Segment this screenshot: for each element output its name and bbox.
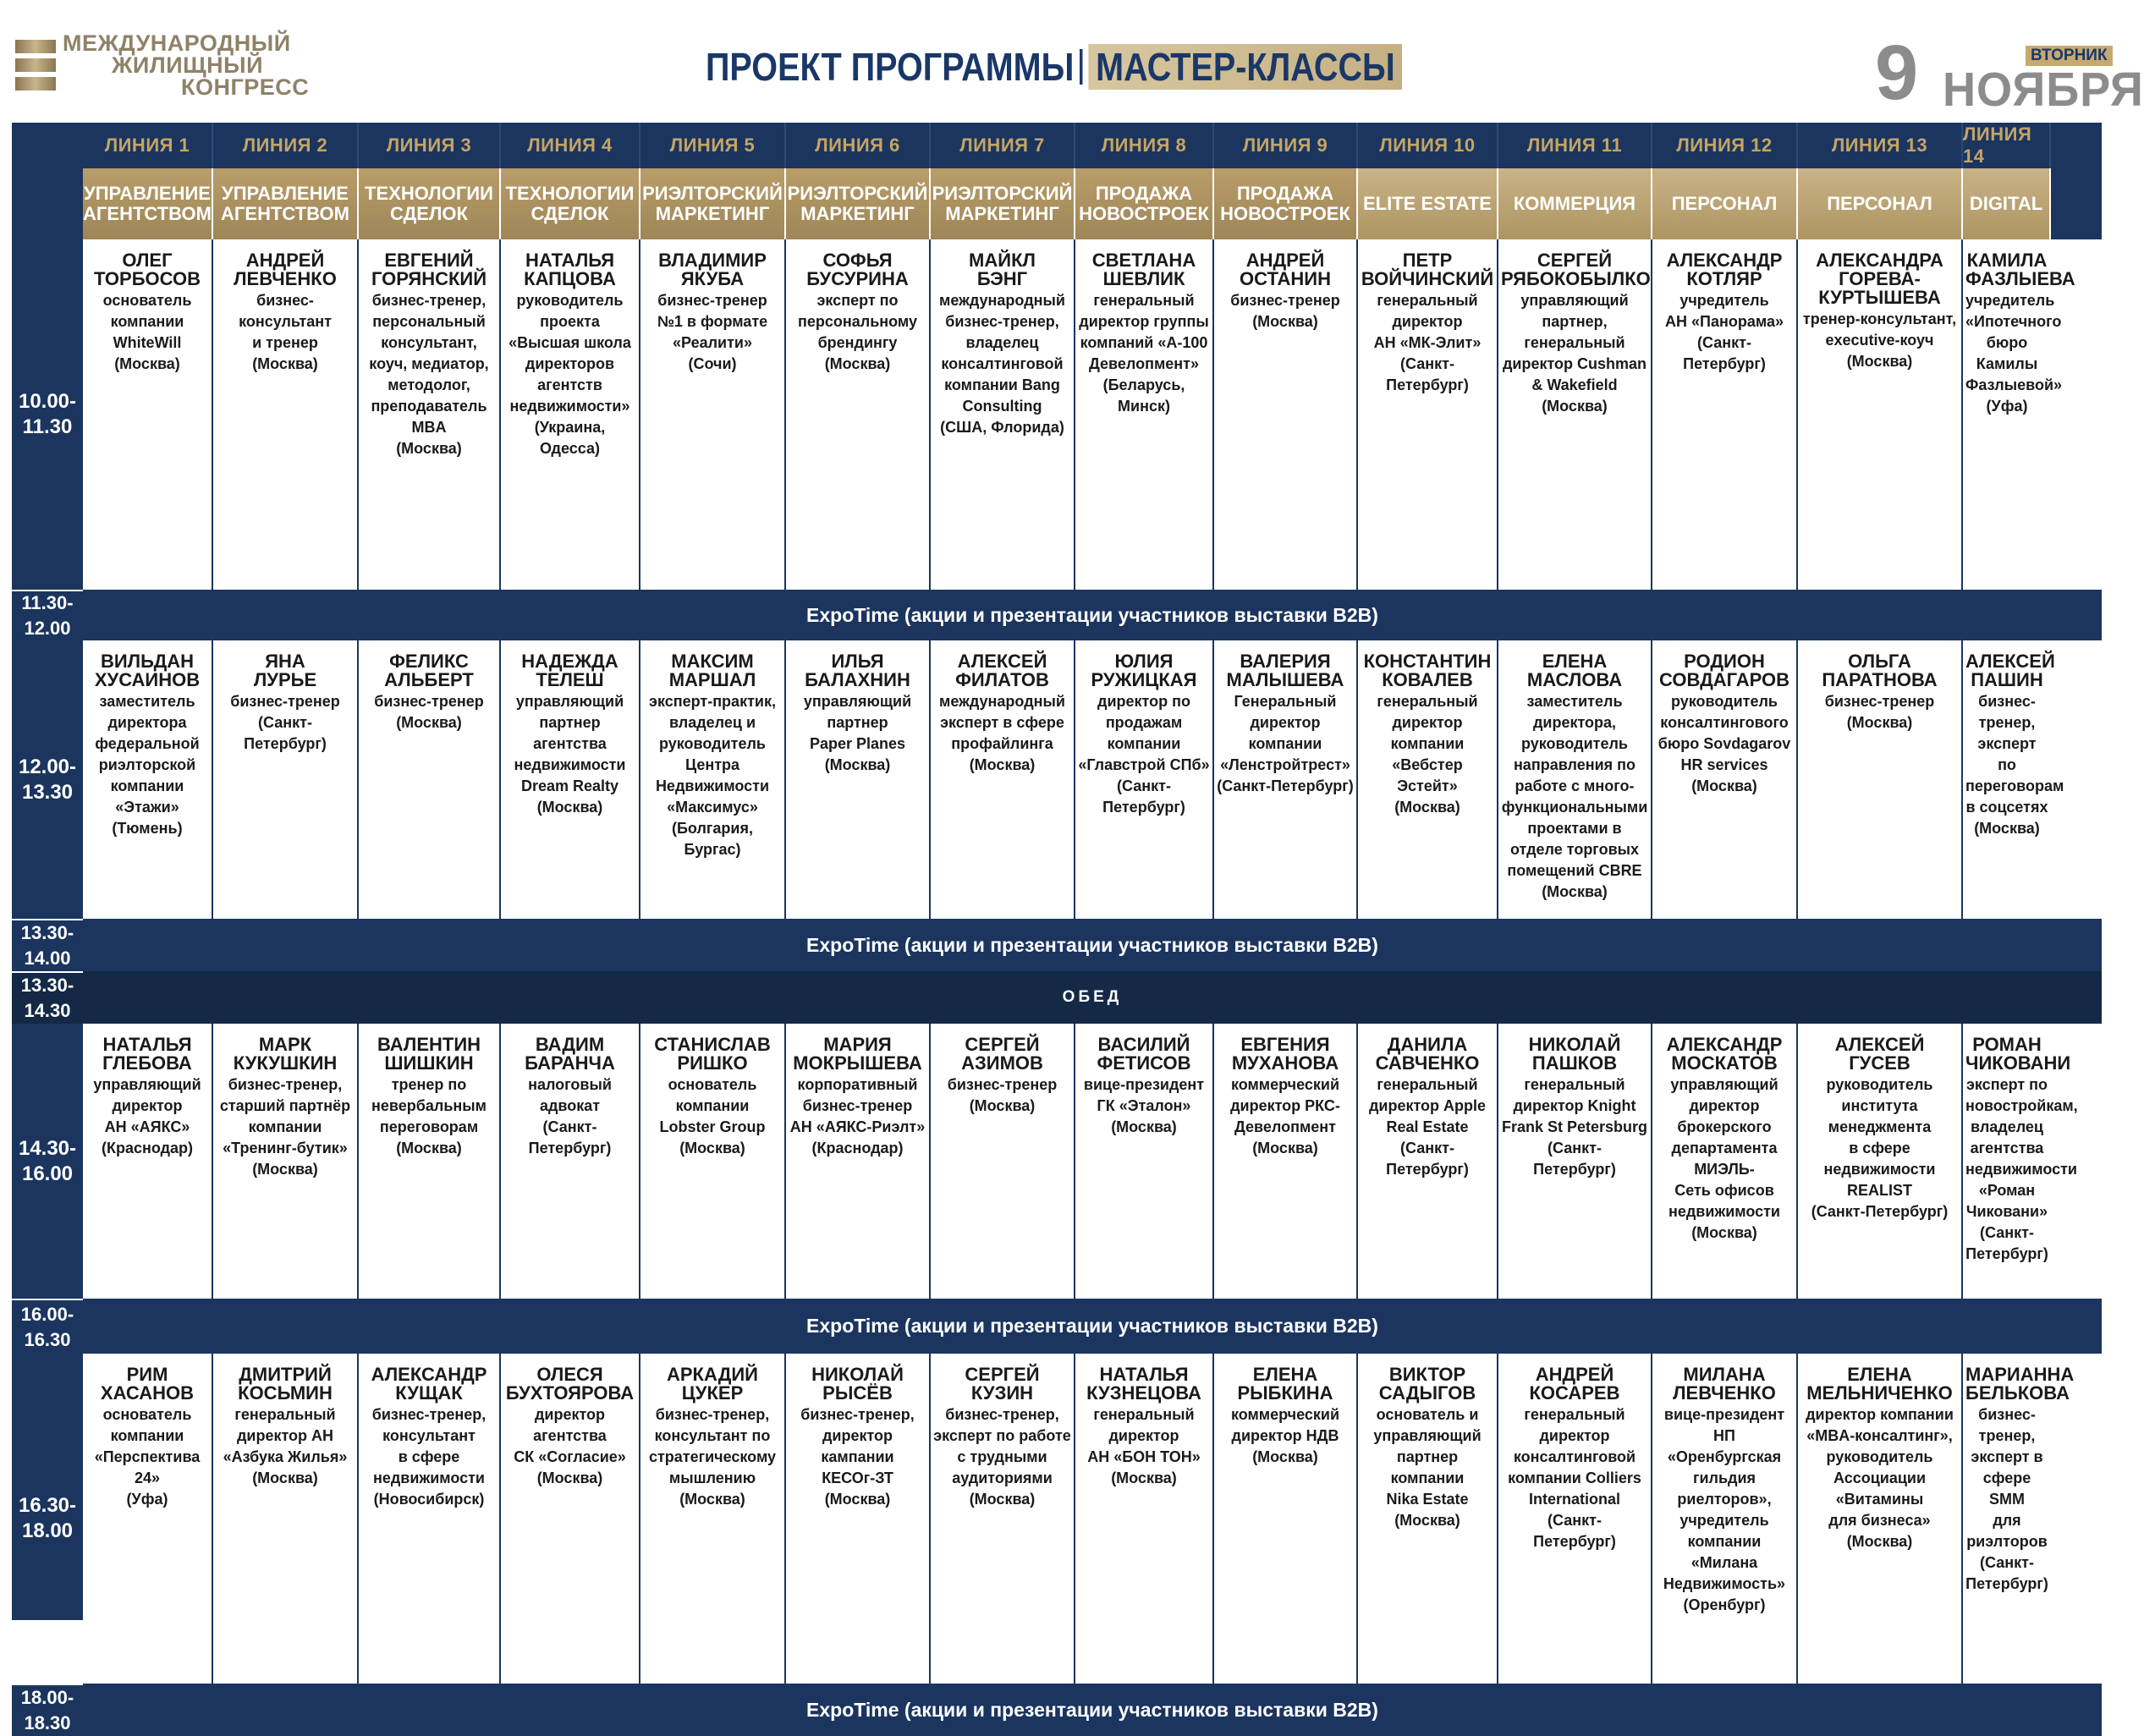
topic-header-9: ПРОДАЖА НОВОСТРОЕК xyxy=(1214,168,1358,239)
logo-emblem xyxy=(15,40,56,91)
speaker-cell xyxy=(213,1354,359,1684)
speaker-cell xyxy=(1214,1354,1358,1684)
speaker-name: СЕРГЕЙ КУЗИН xyxy=(965,1364,1040,1404)
speaker-cell xyxy=(1652,640,1798,919)
speaker-cell xyxy=(1075,1354,1214,1684)
session-time: 12.00- 13.30 xyxy=(18,755,77,804)
speaker-description: основатель и управляющий партнер компании Nika Estate (Москва) xyxy=(1373,1406,1482,1529)
speaker-cell xyxy=(640,640,786,919)
line-header-14: ЛИНИЯ 14 xyxy=(1963,123,2051,168)
speaker-cell xyxy=(213,640,359,919)
line-header-1: ЛИНИЯ 1 xyxy=(83,123,213,168)
speaker-cell xyxy=(931,239,1075,590)
speaker-description: руководитель проекта «Высшая школа директоров агентств недвижимости» (Украина, Одесса) xyxy=(509,292,631,457)
speaker-cell xyxy=(83,239,213,590)
band-time: 13.30- 14.00 xyxy=(12,919,83,971)
band-time: 18.00- 18.30 xyxy=(12,1684,83,1736)
speaker-cell xyxy=(1798,1024,1963,1299)
speaker-name: ОЛЕГ ТОРБОСОВ xyxy=(94,250,201,289)
speaker-name: ФЕЛИКС АЛЬБЕРТ xyxy=(384,651,474,690)
logo-line-3: КОНГРЕСС xyxy=(181,74,310,100)
expotime-band-1 xyxy=(12,590,2102,640)
title-separator xyxy=(1080,49,1082,85)
speaker-cell xyxy=(1358,640,1498,919)
topic-header-3: ТЕХНОЛОГИИ СДЕЛОК xyxy=(359,168,501,239)
speaker-description: бизнес-тренер, консультант по стратегическому мышлению (Москва) xyxy=(648,1406,777,1508)
session-row-3 xyxy=(12,1024,2102,1299)
speaker-description: бизнес-тренер, директор кампании КЕСОг-ЗТ (Москва) xyxy=(800,1406,915,1508)
speaker-cell xyxy=(1963,1024,2078,1299)
speaker-description: бизнес-тренер, старший партнёр компании «Тренинг-бутик» (Москва) xyxy=(219,1076,351,1178)
speaker-description: эксперт по персональному брендингу (Москва) xyxy=(798,292,917,372)
title-highlight: МАСТЕР-КЛАССЫ xyxy=(1089,44,1403,90)
band-label: ОБЕД xyxy=(1062,988,1123,1006)
lunch-band xyxy=(12,971,2102,1024)
speaker-description: генеральный директор группы компаний «А-100 Девелопмент» (Беларусь, Минск) xyxy=(1079,292,1209,415)
speaker-name: НАДЕЖДА ТЕЛЕШ xyxy=(521,651,618,690)
line-header-10: ЛИНИЯ 10 xyxy=(1358,123,1498,168)
page-header xyxy=(0,0,2144,118)
expotime-band-2 xyxy=(12,919,2102,971)
speaker-cell xyxy=(359,1354,501,1684)
speaker-description: бизнес-тренер (Санкт- Петербург) xyxy=(230,693,340,752)
topic-header-7: РИЭЛТОРСКИЙ МАРКЕТИНГ xyxy=(931,168,1075,239)
speaker-description: бизнес-тренер, консультант в сфере недвижимости (Новосибирск) xyxy=(371,1406,487,1508)
topic-header-10: ELITE ESTATE xyxy=(1358,168,1498,239)
speaker-name: АНДРЕЙ ЛЕВЧЕНКО xyxy=(234,250,337,289)
speaker-name: ЕЛЕНА МЕЛЬНИЧЕНКО xyxy=(1806,1364,1953,1404)
speaker-description: директор компании «MBA-консалтинг», руководитель Ассоциации «Витамины для бизнеса» (Москва) xyxy=(1806,1406,1954,1550)
line-header-6: ЛИНИЯ 6 xyxy=(786,123,931,168)
band-label: ExpoTime (акции и презентации участников выставки B2B) xyxy=(806,1315,1378,1337)
speaker-name: ЯНА ЛУРЬЕ xyxy=(253,651,317,690)
speaker-description: международный эксперт в сфере профайлинга (Москва) xyxy=(939,693,1065,773)
speaker-cell xyxy=(1358,1354,1498,1684)
speaker-cell xyxy=(1075,239,1214,590)
line-header-row xyxy=(83,123,2102,168)
speaker-name: АЛЕКСЕЙ ГУСЕВ xyxy=(1834,1034,1925,1074)
topic-header-row xyxy=(83,168,2102,239)
speaker-name: ВАСИЛИЙ ФЕТИСОВ xyxy=(1097,1034,1191,1074)
session-row-2 xyxy=(12,640,2102,919)
speaker-name: ДМИТРИЙ КОСЬМИН xyxy=(238,1364,333,1404)
speaker-cell xyxy=(1498,239,1652,590)
speaker-name: ЕВГЕНИЯ МУХАНОВА xyxy=(1231,1034,1339,1074)
speaker-name: РОМАН ЧИКОВАНИ xyxy=(1965,1034,2071,1074)
speaker-cell xyxy=(1652,1024,1798,1299)
speaker-name: МАРИАННА БЕЛЬКОВА xyxy=(1965,1364,2075,1404)
speaker-name: НАТАЛЬЯ КАПЦОВА xyxy=(524,250,616,289)
speaker-name: МАРИЯ МОКРЫШЕВА xyxy=(793,1034,922,1074)
speaker-description: вице-президент НП «Оренбургская гильдия риелторов», учредитель компании «Милана Недвижимость» (Оренбург) xyxy=(1663,1406,1786,1613)
speaker-cell xyxy=(1075,1024,1214,1299)
speaker-description: основатель компании WhiteWill (Москва) xyxy=(102,292,192,372)
session-cells xyxy=(83,640,2102,919)
speaker-description: бизнес-тренер, эксперт в сфере SMM для риэлторов (Санкт- Петербург) xyxy=(1965,1406,2048,1592)
speaker-cell xyxy=(786,1024,931,1299)
speaker-description: эксперт по новостройкам, владелец агентства недвижимости «Роман Чиковани» (Санкт- Петербург) xyxy=(1965,1076,2078,1262)
topic-header-5: РИЭЛТОРСКИЙ МАРКЕТИНГ xyxy=(640,168,786,239)
speaker-cell xyxy=(359,1024,501,1299)
speaker-description: бизнес-тренер, эксперт по переговорам в соцсетях (Москва) xyxy=(1965,693,2064,837)
session-row-4 xyxy=(12,1354,2102,1684)
speaker-description: основатель компании «Перспектива 24» (Уфа) xyxy=(94,1406,201,1508)
topic-header-13: ПЕРСОНАЛ xyxy=(1798,168,1963,239)
speaker-description: международный бизнес-тренер, владелец консалтинговой компании Bang Consulting (США, Флорида) xyxy=(939,292,1065,436)
speaker-cell xyxy=(213,239,359,590)
line-header-3: ЛИНИЯ 3 xyxy=(359,123,501,168)
speaker-cell xyxy=(1358,239,1498,590)
line-header-2: ЛИНИЯ 2 xyxy=(213,123,359,168)
speaker-cell xyxy=(1498,640,1652,919)
band-label: ExpoTime (акции и презентации участников выставки B2B) xyxy=(806,603,1378,626)
date-weekday: ВТОРНИК xyxy=(2026,46,2113,66)
speaker-description: учредитель «Ипотечного бюро Камилы Фазлыевой» (Уфа) xyxy=(1965,292,2063,415)
speaker-cell xyxy=(931,1024,1075,1299)
topic-header-6: РИЭЛТОРСКИЙ МАРКЕТИНГ xyxy=(786,168,931,239)
speaker-description: генеральный директор АН «Азбука Жилья» (Москва) xyxy=(223,1406,348,1486)
speaker-description: управляющий директор АН «АЯКС» (Краснодар) xyxy=(93,1076,201,1156)
speaker-cell xyxy=(83,640,213,919)
speaker-name: ВАДИМ БАРАНЧА xyxy=(525,1034,615,1074)
line-header-11: ЛИНИЯ 11 xyxy=(1498,123,1652,168)
band-time: 11.30- 12.00 xyxy=(12,590,83,640)
speaker-name: КОНСТАНТИН КОВАЛЕВ xyxy=(1363,651,1492,690)
speaker-description: управляющий партнер Paper Planes (Москва) xyxy=(803,693,912,773)
expotime-band-4 xyxy=(12,1684,2102,1736)
speaker-cell xyxy=(501,239,640,590)
topic-header-12: ПЕРСОНАЛ xyxy=(1652,168,1798,239)
congress-logo xyxy=(15,32,309,98)
session-cells xyxy=(83,1354,2102,1684)
speaker-description: бизнес-тренер (Москва) xyxy=(374,693,484,731)
speaker-description: заместитель директора, руководитель направления по работе с много- функциональными проектами в отделе торговых помещений CBRE (Москва) xyxy=(1501,693,1648,900)
speaker-description: директор агентства СК «Согласие» (Москва) xyxy=(514,1406,626,1486)
speaker-description: бизнес-тренер (Москва) xyxy=(1230,292,1340,330)
speaker-description: Генеральный директор компании «Ленстройтрест» (Санкт-Петербург) xyxy=(1217,693,1354,794)
speaker-name: МАКСИМ МАРШАЛ xyxy=(668,651,756,690)
speaker-name: НАТАЛЬЯ ГЛЕБОВА xyxy=(102,1034,192,1074)
speaker-name: РИМ ХАСАНОВ xyxy=(100,1364,195,1404)
speaker-name: ВЛАДИМИР ЯКУБА xyxy=(658,250,767,289)
speaker-name: ПЕТР ВОЙЧИНСКИЙ xyxy=(1361,250,1494,289)
speaker-name: СВЕТЛАНА ШЕВЛИК xyxy=(1091,250,1196,289)
speaker-name: АЛЕКСЕЙ ФИЛАТОВ xyxy=(955,651,1049,690)
speaker-cell xyxy=(1963,239,2075,590)
speaker-description: бизнес-тренер, эксперт по работе с трудными аудиториями (Москва) xyxy=(933,1406,1071,1508)
speaker-description: бизнес-тренер №1 в формате «Реалити» (Сочи) xyxy=(657,292,768,372)
speaker-description: налоговый адвокат (Санкт- Петербург) xyxy=(528,1076,612,1156)
session-time: 14.30- 16.00 xyxy=(18,1136,77,1185)
speaker-cell xyxy=(1798,1354,1963,1684)
speaker-cell xyxy=(640,1024,786,1299)
speaker-name: ВАЛЕНТИН ШИШКИН xyxy=(377,1034,481,1074)
speaker-cell xyxy=(1214,640,1358,919)
line-header-13: ЛИНИЯ 13 xyxy=(1798,123,1963,168)
speaker-cell xyxy=(501,1354,640,1684)
speaker-description: тренер по невербальным переговорам (Москва) xyxy=(371,1076,487,1156)
band-label: ExpoTime (акции и презентации участников выставки B2B) xyxy=(806,1698,1378,1721)
session-cells xyxy=(83,1024,2102,1299)
speaker-description: бизнес-тренер, персональный консультант, коуч, медиатор, методолог, преподаватель MBA (Москва) xyxy=(369,292,489,457)
speaker-cell xyxy=(1075,640,1214,919)
line-header-5: ЛИНИЯ 5 xyxy=(640,123,786,168)
speaker-description: генеральный директор АН «МК-Элит» (Санкт- Петербург) xyxy=(1373,292,1482,393)
speaker-cell xyxy=(1358,1024,1498,1299)
speaker-description: руководитель института менеджмента в сфере недвижимости REALIST (Санкт-Петербург) xyxy=(1811,1076,1949,1220)
speaker-cell xyxy=(1798,640,1963,919)
speaker-cell xyxy=(1798,239,1963,590)
speaker-description: коммерческий директор НДВ (Москва) xyxy=(1230,1406,1340,1465)
speaker-name: ВИЛЬДАН ХУСАИНОВ xyxy=(94,651,201,690)
speaker-name: НИКОЛАЙ РЫСЁВ xyxy=(811,1364,904,1404)
speaker-description: коммерческий директор РКС- Девелопмент (Москва) xyxy=(1230,1076,1340,1156)
speaker-name: ИЛЬЯ БАЛАХНИН xyxy=(805,651,910,690)
speaker-name: СЕРГЕЙ РЯБОКОБЫЛКО xyxy=(1501,250,1651,289)
speaker-name: ВИКТОР САДЫГОВ xyxy=(1378,1364,1476,1404)
topic-header-4: ТЕХНОЛОГИИ СДЕЛОК xyxy=(501,168,640,239)
session-time: 10.00- 11.30 xyxy=(18,390,77,438)
speaker-name: ОЛЕСЯ БУХТОЯРОВА xyxy=(505,1364,635,1404)
speaker-cell xyxy=(359,640,501,919)
speaker-name: РОДИОН СОВДАГАРОВ xyxy=(1659,651,1789,690)
speaker-description: генеральный директор компании «Вебстер Эстейт» (Москва) xyxy=(1377,693,1478,816)
speaker-description: генеральный директор Knight Frank St Petersburg (Санкт- Петербург) xyxy=(1501,1076,1648,1178)
session-row-1 xyxy=(12,239,2102,590)
speaker-description: управляющий директор брокерского департамента МИЭЛЬ- Сеть офисов недвижимости (Москва) xyxy=(1668,1076,1780,1241)
speaker-description: тренер-консультант, executive-коуч (Москва) xyxy=(1802,310,1957,370)
speaker-cell xyxy=(786,640,931,919)
topic-header-11: КОММЕРЦИЯ xyxy=(1498,168,1652,239)
speaker-name: ДАНИЛА САВЧЕНКО xyxy=(1375,1034,1480,1074)
session-time: 16.30- 18.00 xyxy=(18,1494,77,1542)
speaker-name: ЕЛЕНА РЫБКИНА xyxy=(1237,1364,1333,1404)
speaker-name: АЛЕКСАНДР КОТЛЯР xyxy=(1666,250,1783,289)
topic-header-2: УПРАВЛЕНИЕ АГЕНТСТВОМ xyxy=(213,168,359,239)
speaker-description: корпоративный бизнес-тренер АН «АЯКС-Риэлт» (Краснодар) xyxy=(789,1076,926,1156)
speaker-cell xyxy=(640,1354,786,1684)
speaker-cell xyxy=(640,239,786,590)
speaker-name: НИКОЛАЙ ПАШКОВ xyxy=(1528,1034,1621,1074)
speaker-name: СОФЬЯ БУСУРИНА xyxy=(806,250,909,289)
speaker-name: АНДРЕЙ КОСАРЕВ xyxy=(1529,1364,1620,1404)
speaker-description: бизнес- консультант и тренер (Москва) xyxy=(239,292,332,372)
speaker-name: ВАЛЕРИЯ МАЛЫШЕВА xyxy=(1226,651,1344,690)
speaker-cell xyxy=(501,1024,640,1299)
speaker-name: ЕВГЕНИЙ ГОРЯНСКИЙ xyxy=(371,250,487,289)
logo-text xyxy=(63,32,309,98)
speaker-name: МАРК КУКУШКИН xyxy=(233,1034,338,1074)
speaker-name: АНДРЕЙ ОСТАНИН xyxy=(1240,250,1331,289)
speaker-cell xyxy=(213,1024,359,1299)
speaker-description: директор по продажам компании «Главстрой СПб» (Санкт- Петербург) xyxy=(1078,693,1210,816)
date-day: 9 xyxy=(1875,30,1919,116)
speaker-cell xyxy=(1214,1024,1358,1299)
band-time: 13.30- 14.30 xyxy=(12,971,83,1024)
speaker-cell xyxy=(931,640,1075,919)
speaker-description: генеральный директор консалтинговой компании Colliers International (Санкт- Петербург) xyxy=(1508,1406,1641,1550)
speaker-description: эксперт-практик, владелец и руководитель Центра Недвижимости «Максимус» (Болгария, Бургас) xyxy=(649,693,776,858)
speaker-cell xyxy=(786,1354,931,1684)
speaker-cell xyxy=(1498,1024,1652,1299)
speaker-description: бизнес-тренер (Москва) xyxy=(1824,693,1935,731)
speaker-cell xyxy=(1652,239,1798,590)
speaker-name: АЛЕКСАНДР МОСКАТОВ xyxy=(1666,1034,1783,1074)
speaker-description: учредитель АН «Панорама» (Санкт- Петербург) xyxy=(1665,292,1784,372)
line-header-9: ЛИНИЯ 9 xyxy=(1214,123,1358,168)
speaker-description: заместитель директора федеральной риэлторской компании «Этажи» (Тюмень) xyxy=(95,693,200,837)
schedule-table xyxy=(12,123,2102,1733)
speaker-cell xyxy=(786,239,931,590)
speaker-description: бизнес-тренер (Москва) xyxy=(947,1076,1058,1114)
speaker-name: МАЙКЛ БЭНГ xyxy=(969,250,1036,289)
logo-line-1: МЕЖДУНАРОДНЫЙ xyxy=(63,30,291,56)
speaker-description: управляющий партнер, генеральный директор Cushman & Wakefield (Москва) xyxy=(1502,292,1647,415)
title-main: ПРОЕКТ ПРОГРАММЫ xyxy=(706,45,1075,89)
topic-header-8: ПРОДАЖА НОВОСТРОЕК xyxy=(1075,168,1214,239)
line-header-4: ЛИНИЯ 4 xyxy=(501,123,640,168)
speaker-name: ЕЛЕНА МАСЛОВА xyxy=(1526,651,1623,690)
topic-header-1: УПРАВЛЕНИЕ АГЕНТСТВОМ xyxy=(83,168,213,239)
speaker-name: СТАНИСЛАВ РИШКО xyxy=(654,1034,771,1074)
date-month: НОЯБРЯ xyxy=(1943,63,2144,117)
speaker-name: ЮЛИЯ РУЖИЦКАЯ xyxy=(1091,651,1197,690)
speaker-cell xyxy=(1498,1354,1652,1684)
speaker-description: управляющий партнер агентства недвижимости Dream Realty (Москва) xyxy=(514,693,626,816)
speaker-description: основатель компании Lobster Group (Москва) xyxy=(659,1076,766,1156)
session-cells xyxy=(83,239,2102,590)
speaker-name: МИЛАНА ЛЕВЧЕНКО xyxy=(1673,1364,1776,1404)
line-header-7: ЛИНИЯ 7 xyxy=(931,123,1075,168)
speaker-cell xyxy=(83,1024,213,1299)
speaker-name: АЛЕКСЕЙ ПАШИН xyxy=(1965,651,2055,690)
line-header-8: ЛИНИЯ 8 xyxy=(1075,123,1214,168)
speaker-cell xyxy=(501,640,640,919)
speaker-cell xyxy=(1963,640,2064,919)
speaker-cell xyxy=(931,1354,1075,1684)
speaker-cell xyxy=(1652,1354,1798,1684)
speaker-description: генеральный директор АН «БОН ТОН» (Москва) xyxy=(1087,1406,1201,1486)
speaker-name: ОЛЬГА ПАРАТНОВА xyxy=(1822,651,1938,690)
page-title xyxy=(706,44,1402,90)
speaker-name: АРКАДИЙ ЦУКЕР xyxy=(667,1364,758,1404)
speaker-name: КАМИЛА ФАЗЛЫЕВА xyxy=(1965,250,2075,289)
speaker-cell xyxy=(83,1354,213,1684)
speaker-description: руководитель консалтингового бюро Sovdagarov HR services (Москва) xyxy=(1657,693,1791,794)
band-time: 16.00- 16.30 xyxy=(12,1299,83,1354)
topic-header-14: DIGITAL xyxy=(1963,168,2051,239)
speaker-name: СЕРГЕЙ АЗИМОВ xyxy=(961,1034,1043,1074)
band-label: ExpoTime (акции и презентации участников выставки B2B) xyxy=(806,933,1378,956)
speaker-name: АЛЕКСАНДРА ГОРЕВА- КУРТЫШЕВА xyxy=(1816,250,1943,308)
speaker-cell xyxy=(1214,239,1358,590)
speaker-description: вице-президент ГК «Эталон» (Москва) xyxy=(1083,1076,1205,1135)
line-header-12: ЛИНИЯ 12 xyxy=(1652,123,1798,168)
speaker-description: генеральный директор Apple Real Estate (Санкт- Петербург) xyxy=(1368,1076,1487,1178)
speaker-name: АЛЕКСАНДР КУЩАК xyxy=(371,1364,487,1404)
speaker-cell xyxy=(359,239,501,590)
speaker-name: НАТАЛЬЯ КУЗНЕЦОВА xyxy=(1086,1364,1201,1404)
speaker-cell xyxy=(1963,1354,2075,1684)
expotime-band-3 xyxy=(12,1299,2102,1354)
logo-line-2: ЖИЛИЩНЫЙ xyxy=(112,52,264,78)
